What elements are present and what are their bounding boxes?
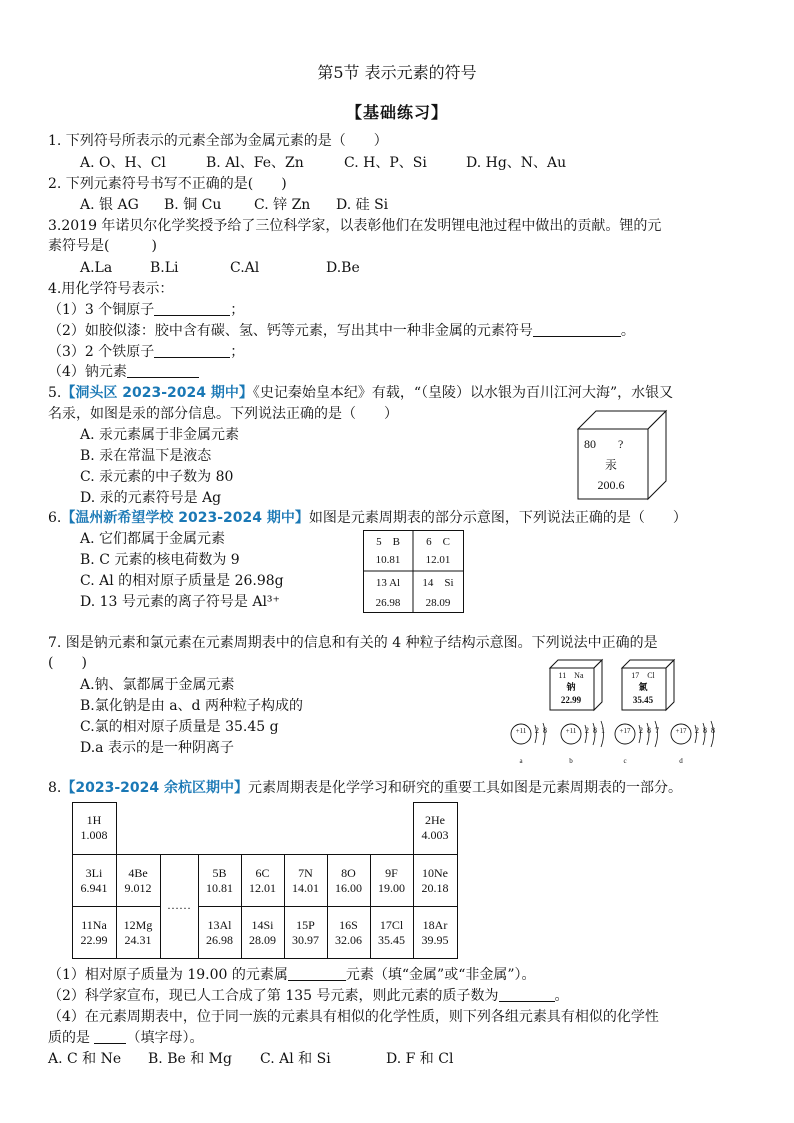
q4-item-2-post: 。 <box>620 323 635 339</box>
pt-cell-h-number: 1H <box>86 813 102 827</box>
q3-stem-line2: 素符号是( ) <box>48 238 157 254</box>
q3-stem-line1: 3.2019 年诺贝尔化学奖授予给了三位科学家，以表彰他们在发明锂电池过程中做出的贡献。锂的元 <box>48 218 662 234</box>
particle-d-shell-3: 8 <box>711 726 715 735</box>
q4-item-4-text: （4）钠元素 <box>48 364 127 380</box>
q4-answer-blank-1[interactable] <box>154 301 230 316</box>
pt-cell-al-mass: 26.98 <box>206 933 233 947</box>
chlorine-cube-mass: 35.45 <box>632 695 654 705</box>
q2-option-a[interactable]: A. 银 AG <box>80 197 139 213</box>
q5-number: 5. <box>48 385 62 401</box>
pt-cell-ar-number: 18Ar <box>422 918 448 932</box>
q4-item-1-post: ； <box>230 302 245 318</box>
q8-number: 8. <box>48 780 62 796</box>
pt-cell-si-number: 14Si <box>251 918 274 932</box>
q8-sub2-post: 。 <box>554 988 569 1004</box>
q7-option-c[interactable]: C.氯的相对原子质量是 35.45 g <box>80 719 279 735</box>
q8-options <box>48 1049 453 1069</box>
particle-b-shell-2: 8 <box>593 726 597 735</box>
q1-option-b[interactable]: B. Al、Fe、Zn <box>206 155 304 171</box>
q6-source-tag: 【温州新希望学校 2023-2024 期中】 <box>61 510 309 526</box>
pt-cell-c-mass: 12.01 <box>249 881 276 895</box>
pt-cell-p-number: 15P <box>296 918 315 932</box>
q5-option-c[interactable]: C. 汞元素的中子数为 80 <box>80 469 234 485</box>
grid-cell-al-top: 13 Al <box>375 577 401 589</box>
pt-cell-cl-mass: 35.45 <box>378 933 405 947</box>
pt-cell-li-mass: 6.941 <box>80 881 108 895</box>
q2-option-d[interactable]: D. 硅 Si <box>336 197 389 213</box>
q7-option-a[interactable]: A.钠、氯都属于金属元素 <box>80 677 235 693</box>
pt-cell-ne-number: 10Ne <box>422 866 448 880</box>
pt-cell-p-mass: 30.97 <box>292 933 319 947</box>
q4-item-2-text: （2）如胶似漆：胶中含有碳、氢、钙等元素，写出其中一种非金属的元素符号 <box>48 323 533 339</box>
particle-c-shell-2: 8 <box>647 726 651 735</box>
q8-option-a[interactable]: A. C 和 Ne <box>48 1051 122 1067</box>
particle-d-label: d <box>679 757 683 765</box>
pt-cell-mg-mass: 24.31 <box>124 933 152 947</box>
pt-cell-be-mass: 9.012 <box>124 881 152 895</box>
q6-number: 6. <box>48 510 62 526</box>
q8-sub2-blank[interactable] <box>499 987 555 1002</box>
particle-c-shell-3: 7 <box>655 726 659 735</box>
pt-cell-f-mass: 19.00 <box>378 881 405 895</box>
particle-a-shell-1: 2 <box>535 726 539 735</box>
q4-item-1 <box>48 300 244 320</box>
q5-stem-text: 《史记秦始皇本纪》有载，“（皇陵）以水银为百川江河大海”，水银又 <box>252 385 674 401</box>
particle-b-shell-1: 2 <box>585 726 589 735</box>
pt-cell-na-mass: 22.99 <box>80 933 108 947</box>
chlorine-cube-name: 氯 <box>638 683 648 693</box>
pt-cell-b-number: 5B <box>212 866 227 880</box>
mercury-atomic-number: 80 <box>584 437 596 451</box>
q3-option-a[interactable]: A.La <box>80 260 113 276</box>
q4-answer-blank-3[interactable] <box>154 343 230 358</box>
sodium-cube-top: 11 Na <box>558 671 584 680</box>
q8-sub2-text: （2）科学家宣布，现已人工合成了第 135 号元素，则此元素的质子数为 <box>48 988 499 1004</box>
q4-item-1-text: （1）3 个铜原子 <box>48 302 155 318</box>
pt-cell-f-number: 9F <box>385 866 398 880</box>
q1-option-a[interactable]: A. O、H、Cl <box>80 155 166 171</box>
q1-option-c[interactable]: C. H、P、Si <box>344 155 427 171</box>
q3-options <box>80 258 360 278</box>
q5-option-d[interactable]: D. 汞的元素符号是 Ag <box>80 490 222 506</box>
q6-option-d[interactable]: D. 13 号元素的离子符号是 Al³⁺ <box>80 594 280 610</box>
particle-c-shell-1: 2 <box>639 726 643 735</box>
q8-sub1-post: 元素（填“金属”或“非金属”）。 <box>345 967 536 983</box>
q8-sub1 <box>48 965 536 985</box>
pt-cell-si-mass: 28.09 <box>249 933 276 947</box>
pt-cell-na-number: 11Na <box>81 918 107 932</box>
particle-d-nucleus: +17 <box>675 727 687 735</box>
q8-sub1-text: （1）相对原子质量为 19.00 的元素属 <box>48 967 288 983</box>
q8-stem-line <box>48 778 682 798</box>
pt-cell-n-number: 7N <box>298 866 313 880</box>
q8-sub4-post: （填字母）。 <box>126 1030 204 1046</box>
section-subtitle: 【基础练习】 <box>345 103 448 122</box>
mercury-symbol-unknown: ? <box>618 437 624 451</box>
particle-c-nucleus: +17 <box>619 727 631 735</box>
grid-cell-b-mass: 10.81 <box>375 554 401 566</box>
q7-option-b[interactable]: B.氯化钠是由 a、d 两种粒子构成的 <box>80 698 303 714</box>
q8-sub4-line2 <box>48 1028 203 1048</box>
pt-cell-he-number: 2He <box>425 813 445 827</box>
particle-d-shell-1: 2 <box>695 726 699 735</box>
q1-stem: 1. 下列符号所表示的元素全部为金属元素的是（ ） <box>48 133 388 149</box>
pt-cell-al-number: 13Al <box>207 918 232 932</box>
q5-source-tag: 【洞头区 2023-2024 期中】 <box>61 385 253 401</box>
q4-item-4 <box>48 362 199 382</box>
q2-option-c[interactable]: C. 锌 Zn <box>254 197 311 213</box>
pt-cell-s-number: 16S <box>339 918 358 932</box>
q4-item-3-post: ； <box>230 344 245 360</box>
q7-stem-line1: 7. 图是钠元素和氯元素在元素周期表中的信息和有关的 4 种粒子结构示意图。下列说法中正确的是 <box>48 635 658 651</box>
grid-cell-si-top: 14 Si <box>422 577 454 589</box>
q8-option-b[interactable]: B. Be 和 Mg <box>148 1051 232 1067</box>
q2-option-b[interactable]: B. 铜 Cu <box>164 197 222 213</box>
particle-b-label: b <box>569 757 573 765</box>
pt-cell-o-number: 8O <box>341 866 356 880</box>
q4-item-3-text: （3）2 个铁原子 <box>48 344 155 360</box>
q2-stem: 2. 下列元素符号书写不正确的是( ) <box>48 176 287 192</box>
pt-cell-mg-number: 12Mg <box>123 918 153 932</box>
q8-option-d[interactable]: D. F 和 Cl <box>386 1051 454 1067</box>
q1-options <box>80 153 566 173</box>
particle-a-label: a <box>519 757 523 765</box>
q5-option-b[interactable]: B. 汞在常温下是液态 <box>80 448 212 464</box>
mercury-atomic-mass: 200.6 <box>597 478 625 492</box>
sodium-cube-mass: 22.99 <box>560 695 582 705</box>
particle-d-shell-2: 8 <box>703 726 707 735</box>
q8-sub4-line1: （4）在元素周期表中，位于同一族的元素具有相似的化学性质，则下列各组元素具有相似的化学性 <box>48 1009 659 1025</box>
grid-cell-c-top: 6 C <box>426 536 450 548</box>
q6-stem-line <box>48 508 687 528</box>
q3-option-d[interactable]: D.Be <box>326 260 360 276</box>
pt-cell-o-mass: 16.00 <box>335 881 362 895</box>
particle-a-nucleus: +11 <box>515 727 527 735</box>
q4-item-3 <box>48 342 244 362</box>
q4-stem: 4.用化学符号表示： <box>48 281 174 297</box>
q3-option-b[interactable]: B.Li <box>150 260 179 276</box>
q5-stem-line1 <box>48 383 673 403</box>
q8-sub4-blank[interactable] <box>94 1029 126 1044</box>
pt-cell-ar-mass: 39.95 <box>421 933 449 947</box>
q4-answer-blank-2[interactable] <box>533 322 621 337</box>
grid-cell-b-top: 5 B <box>376 536 400 548</box>
mercury-name: 汞 <box>604 458 617 472</box>
q4-item-2 <box>48 321 635 341</box>
grid-cell-al-mass: 26.98 <box>375 597 401 609</box>
pt-cell-he-mass: 4.003 <box>421 828 449 842</box>
q6-option-b[interactable]: B. C 元素的核电荷数为 9 <box>80 552 240 568</box>
pt-cell-n-mass: 14.01 <box>292 881 319 895</box>
pt-cell-cl-number: 17Cl <box>379 918 404 932</box>
q6-option-c[interactable]: C. Al 的相对原子质量是 26.98g <box>80 573 284 589</box>
chlorine-cube-top: 17 Cl <box>631 671 655 680</box>
q6-option-a[interactable]: A. 它们都属于金属元素 <box>80 531 226 547</box>
q7-stem-line2: ( ) <box>48 655 87 671</box>
q6-stem-text: 如图是元素周期表的部分示意图，下列说法正确的是（ ） <box>308 510 687 526</box>
q8-stem-text: 元素周期表是化学学习和研究的重要工具如图是元素周期表的一部分。 <box>247 780 682 796</box>
pt-cell-c-number: 6C <box>255 866 270 880</box>
pt-cell-ne-mass: 20.18 <box>421 881 449 895</box>
particle-a-shell-2: 8 <box>543 726 547 735</box>
q8-option-c[interactable]: C. Al 和 Si <box>260 1051 331 1067</box>
q8-sub2 <box>48 986 569 1006</box>
sodium-cube-name: 钠 <box>566 683 576 693</box>
q3-option-c[interactable]: C.Al <box>230 260 260 276</box>
grid-cell-c-mass: 12.01 <box>425 554 451 566</box>
q8-sub1-blank[interactable] <box>288 966 346 981</box>
q4-answer-blank-4[interactable] <box>127 363 199 378</box>
particle-c-label: c <box>623 757 627 765</box>
grid-cell-si-mass: 28.09 <box>425 597 451 609</box>
particle-b-shell-3: 1 <box>601 726 605 735</box>
page-title: 第5节 表示元素的符号 <box>317 63 477 82</box>
q5-stem-line2: 名汞，如图是汞的部分信息。下列说法正确的是（ ） <box>48 406 398 422</box>
particle-b-nucleus: +11 <box>565 727 577 735</box>
q8-sub4-text: 质的是 <box>48 1030 90 1046</box>
q8-source-tag: 【2023-2024 余杭区期中】 <box>61 780 248 796</box>
pt-cell-be-number: 4Be <box>128 866 148 880</box>
pt-cell-b-mass: 10.81 <box>206 881 233 895</box>
q1-option-d[interactable]: D. Hg、N、Au <box>466 155 567 171</box>
pt-cell-li-number: 3Li <box>85 866 103 880</box>
q7-option-d[interactable]: D.a 表示的是一种阴离子 <box>80 740 234 756</box>
pt-omitted-dots: …… <box>167 898 191 912</box>
pt-cell-s-mass: 32.06 <box>335 933 362 947</box>
q5-option-a[interactable]: A. 汞元素属于非金属元素 <box>80 427 240 443</box>
q2-options <box>80 195 388 215</box>
pt-cell-h-mass: 1.008 <box>80 828 108 842</box>
